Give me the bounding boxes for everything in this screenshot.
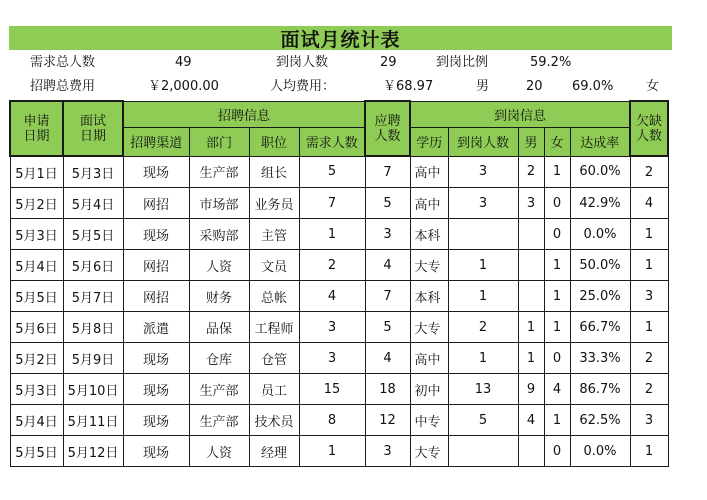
header-short: 欠缺 人数 [630, 101, 668, 156]
cell-demand: 15 [299, 374, 365, 405]
cell-interview-date: 5月9日 [63, 343, 123, 374]
cell-arrived: 3 [448, 188, 518, 219]
cell-edu: 初中 [410, 374, 448, 405]
header-rate: 达成率 [570, 127, 630, 156]
cell-short: 1 [630, 219, 668, 250]
cell-edu: 大专 [410, 250, 448, 281]
cell-male: 2 [518, 156, 544, 188]
cell-apply-date: 5月4日 [10, 405, 63, 436]
cell-rate: 0.0% [570, 436, 630, 467]
cell-apply-date: 5月3日 [10, 374, 63, 405]
cell-short: 3 [630, 405, 668, 436]
cell-demand: 5 [299, 156, 365, 188]
cell-edu: 本科 [410, 281, 448, 312]
summary-demand-label: 需求总人数 [30, 55, 96, 70]
cell-arrived: 1 [448, 343, 518, 374]
cell-apply-date: 5月5日 [10, 436, 63, 467]
cell-channel: 现场 [123, 405, 189, 436]
summary-male-value: 20 [526, 79, 543, 94]
cell-edu: 大专 [410, 436, 448, 467]
cell-applicants: 5 [365, 188, 410, 219]
cell-rate: 50.0% [570, 250, 630, 281]
summary-arrive-label: 到岗人数 [276, 55, 329, 70]
cell-male: 3 [518, 188, 544, 219]
cell-edu: 高中 [410, 156, 448, 188]
page-title: 面试月统计表 [280, 28, 401, 51]
table-row [10, 219, 668, 250]
header-applicants: 应聘 人数 [365, 101, 410, 156]
cell-dept: 生产部 [189, 156, 249, 188]
table-row [10, 405, 668, 436]
cell-dept: 财务 [189, 281, 249, 312]
header-male: 男 [518, 127, 544, 156]
cell-male: 9 [518, 374, 544, 405]
cell-apply-date: 5月2日 [10, 343, 63, 374]
cell-dept: 生产部 [189, 405, 249, 436]
header-channel: 招聘渠道 [123, 127, 189, 156]
cell-male [518, 250, 544, 281]
cell-dept: 人资 [189, 436, 249, 467]
cell-position: 业务员 [249, 188, 299, 219]
cell-interview-date: 5月8日 [63, 312, 123, 343]
cell-arrived: 5 [448, 405, 518, 436]
cell-position: 主管 [249, 219, 299, 250]
cell-demand: 8 [299, 405, 365, 436]
table-row [10, 250, 668, 281]
cell-short: 1 [630, 436, 668, 467]
cell-applicants: 4 [365, 343, 410, 374]
stats-table [9, 100, 669, 467]
header-position: 职位 [249, 127, 299, 156]
header-arrive-info: 到岗信息 [410, 101, 630, 127]
cell-demand: 7 [299, 188, 365, 219]
cell-demand: 3 [299, 312, 365, 343]
cell-position: 文员 [249, 250, 299, 281]
table-row [10, 156, 668, 188]
summary-male-label: 男 [476, 79, 490, 94]
cell-short: 2 [630, 374, 668, 405]
cell-rate: 25.0% [570, 281, 630, 312]
cell-female: 0 [544, 343, 570, 374]
cell-male: 4 [518, 405, 544, 436]
cell-demand: 3 [299, 343, 365, 374]
cell-dept: 市场部 [189, 188, 249, 219]
cell-rate: 33.3% [570, 343, 630, 374]
cell-interview-date: 5月12日 [63, 436, 123, 467]
cell-applicants: 4 [365, 250, 410, 281]
table-row [10, 188, 668, 219]
cell-arrived: 13 [448, 374, 518, 405]
cell-male: 1 [518, 343, 544, 374]
cell-arrived: 1 [448, 250, 518, 281]
cell-rate: 86.7% [570, 374, 630, 405]
cell-edu: 高中 [410, 188, 448, 219]
cell-dept: 生产部 [189, 374, 249, 405]
summary-demand-value: 49 [175, 55, 192, 70]
cell-channel: 现场 [123, 219, 189, 250]
cell-short: 1 [630, 250, 668, 281]
cell-apply-date: 5月4日 [10, 250, 63, 281]
cell-male [518, 436, 544, 467]
cell-position: 工程师 [249, 312, 299, 343]
cell-demand: 2 [299, 250, 365, 281]
cell-short: 4 [630, 188, 668, 219]
cell-interview-date: 5月3日 [63, 156, 123, 188]
cell-channel: 现场 [123, 343, 189, 374]
cell-rate: 62.5% [570, 405, 630, 436]
cell-channel: 现场 [123, 156, 189, 188]
cell-dept: 品保 [189, 312, 249, 343]
header-dept: 部门 [189, 127, 249, 156]
cell-short: 2 [630, 156, 668, 188]
cell-short: 1 [630, 312, 668, 343]
cell-apply-date: 5月5日 [10, 281, 63, 312]
header-apply-date: 申请 日期 [10, 101, 63, 156]
cell-channel: 网招 [123, 188, 189, 219]
header-female: 女 [544, 127, 570, 156]
table-row [10, 281, 668, 312]
cell-short: 3 [630, 281, 668, 312]
table-row [10, 343, 668, 374]
cell-channel: 现场 [123, 374, 189, 405]
cell-edu: 高中 [410, 343, 448, 374]
cell-male: 1 [518, 312, 544, 343]
cell-position: 员工 [249, 374, 299, 405]
cell-rate: 66.7% [570, 312, 630, 343]
cell-interview-date: 5月7日 [63, 281, 123, 312]
cell-position: 总帐 [249, 281, 299, 312]
cell-female: 1 [544, 312, 570, 343]
summary-arrive-value: 29 [380, 55, 397, 70]
summary-male-pct: 69.0% [572, 79, 614, 94]
cell-dept: 仓库 [189, 343, 249, 374]
cell-female: 1 [544, 281, 570, 312]
header-recruit-info: 招聘信息 [123, 101, 365, 127]
cell-female: 4 [544, 374, 570, 405]
header-interview-date: 面试 日期 [63, 101, 123, 156]
title-bar [9, 26, 672, 50]
cell-interview-date: 5月11日 [63, 405, 123, 436]
summary-cost-value: ￥2,000.00 [148, 79, 219, 94]
cell-female: 0 [544, 188, 570, 219]
summary-ratio-value: 59.2% [530, 55, 572, 70]
cell-rate: 60.0% [570, 156, 630, 188]
cell-arrived: 1 [448, 281, 518, 312]
cell-female: 1 [544, 156, 570, 188]
cell-applicants: 7 [365, 156, 410, 188]
cell-position: 组长 [249, 156, 299, 188]
cell-dept: 采购部 [189, 219, 249, 250]
cell-female: 1 [544, 405, 570, 436]
cell-applicants: 7 [365, 281, 410, 312]
table-row [10, 374, 668, 405]
cell-position: 技术员 [249, 405, 299, 436]
cell-applicants: 12 [365, 405, 410, 436]
cell-arrived: 3 [448, 156, 518, 188]
cell-edu: 中专 [410, 405, 448, 436]
table-row [10, 312, 668, 343]
summary-ratio-label: 到岗比例 [436, 55, 489, 70]
summary-female-label: 女 [646, 79, 660, 94]
header-demand: 需求人数 [299, 127, 365, 156]
header-edu: 学历 [410, 127, 448, 156]
cell-interview-date: 5月6日 [63, 250, 123, 281]
cell-apply-date: 5月2日 [10, 188, 63, 219]
cell-applicants: 3 [365, 219, 410, 250]
cell-channel: 网招 [123, 281, 189, 312]
cell-apply-date: 5月3日 [10, 219, 63, 250]
cell-position: 经理 [249, 436, 299, 467]
cell-rate: 42.9% [570, 188, 630, 219]
table-row [10, 436, 668, 467]
summary-avg-value: ￥68.97 [383, 79, 434, 94]
cell-position: 仓管 [249, 343, 299, 374]
cell-female: 1 [544, 250, 570, 281]
cell-interview-date: 5月10日 [63, 374, 123, 405]
summary-cost-label: 招聘总费用 [30, 79, 96, 94]
cell-demand: 1 [299, 436, 365, 467]
cell-apply-date: 5月6日 [10, 312, 63, 343]
cell-male [518, 219, 544, 250]
cell-edu: 大专 [410, 312, 448, 343]
cell-male [518, 281, 544, 312]
cell-short: 2 [630, 343, 668, 374]
cell-arrived [448, 219, 518, 250]
cell-channel: 派遣 [123, 312, 189, 343]
header-arrived: 到岗人数 [448, 127, 518, 156]
cell-edu: 本科 [410, 219, 448, 250]
cell-interview-date: 5月5日 [63, 219, 123, 250]
cell-applicants: 5 [365, 312, 410, 343]
cell-arrived [448, 436, 518, 467]
cell-applicants: 3 [365, 436, 410, 467]
cell-interview-date: 5月4日 [63, 188, 123, 219]
cell-applicants: 18 [365, 374, 410, 405]
summary-avg-label: 人均费用： [270, 79, 336, 94]
cell-demand: 4 [299, 281, 365, 312]
cell-female: 0 [544, 436, 570, 467]
cell-channel: 网招 [123, 250, 189, 281]
cell-dept: 人资 [189, 250, 249, 281]
cell-arrived: 2 [448, 312, 518, 343]
cell-rate: 0.0% [570, 219, 630, 250]
cell-female: 0 [544, 219, 570, 250]
cell-demand: 1 [299, 219, 365, 250]
cell-channel: 现场 [123, 436, 189, 467]
cell-apply-date: 5月1日 [10, 156, 63, 188]
table-body [10, 156, 668, 467]
